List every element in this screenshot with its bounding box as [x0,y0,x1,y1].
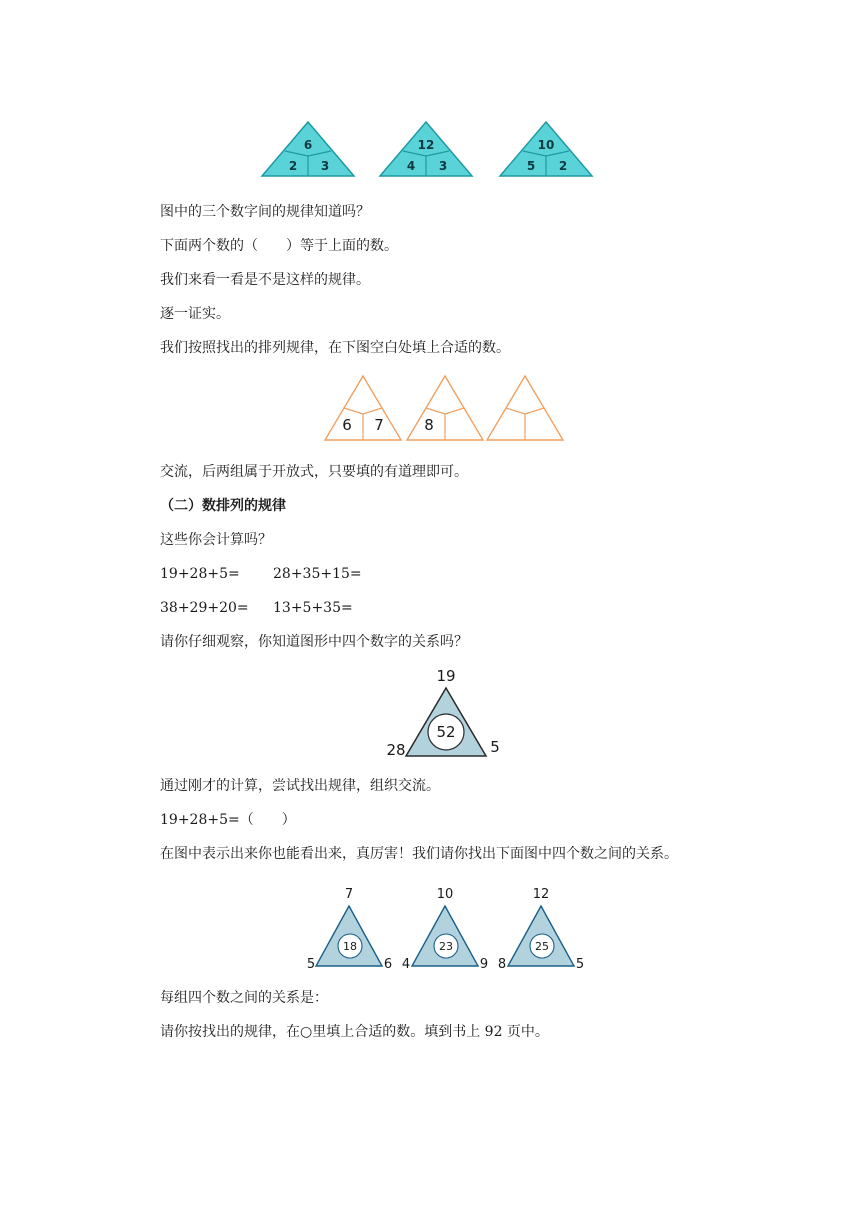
triangle-3-left: 5 [526,159,536,173]
paragraph-4: 逐一证实。 [160,306,230,322]
orange-triangle-3 [487,376,563,440]
paragraph-12: 每组四个数之间的关系是： [160,990,328,1006]
paragraph-13: 请你按找出的规律，在○里填上合适的数。填到书上 92 页中。 [160,1024,549,1040]
orange-triangle-2-left: 8 [424,416,434,434]
relation-triangle-1-right: 6 [383,957,393,972]
triangle-1-right: 3 [320,159,330,173]
triangle-1-top: 6 [303,138,313,152]
paragraph-5: 我们按照找出的排列规律，在下图空白处填上合适的数。 [160,340,510,356]
paragraph-11: 在图中表示出来你也能看出来，真厉害！我们请你找出下面图中四个数之间的关系。 [160,846,678,862]
sum-triangle-center: 52 [436,723,456,741]
calc-1b: 28+35+15= [273,566,362,582]
triangle-1-left: 2 [288,159,298,173]
paragraph-6: 交流，后两组属于开放式，只要填的有道理即可。 [160,464,468,480]
section-heading: （二）数排列的规律 [160,498,286,514]
relation-triangle-3-left: 8 [497,957,507,972]
relation-triangle-2-top: 10 [436,887,454,902]
relation-triangle-3-top: 12 [532,887,550,902]
sum-triangle-right: 5 [490,738,500,756]
sum-triangle-top: 19 [436,667,456,685]
paragraph-9: 通过刚才的计算，尝试找出规律，组织交流。 [160,778,440,794]
relation-triangle-1-top: 7 [344,887,354,902]
teal-triangle-2 [380,122,472,176]
paragraph-8: 请你仔细观察，你知道图形中四个数字的关系吗？ [160,634,468,650]
fill-in-triangles-figure [322,372,567,444]
orange-triangle-1-right: 7 [374,416,384,434]
relation-triangle-3-right: 5 [575,957,585,972]
paragraph-2: 下面两个数的（ ）等于上面的数。 [160,238,398,254]
relation-triangle-3-center: 25 [535,940,549,953]
relation-triangle-3 [498,887,584,972]
relation-triangle-2-right: 9 [479,957,489,972]
sum-triangle-left: 28 [386,741,406,759]
teal-triangle-1 [262,122,354,176]
paragraph-3: 我们来看一看是不是这样的规律。 [160,272,370,288]
triangle-3-right: 2 [558,159,568,173]
sum-triangle-figure [380,664,510,764]
relation-triangle-2-left: 4 [401,957,411,972]
paragraph-1: 图中的三个数字间的规律知道吗？ [160,204,370,220]
triangle-3-top: 10 [537,138,555,152]
relation-triangle-2 [402,887,488,972]
relation-triangle-1 [307,887,392,972]
relation-triangle-1-center: 18 [343,940,357,953]
orange-triangle-1 [325,376,401,440]
orange-triangle-1-left: 6 [342,416,352,434]
calc-1a: 19+28+5= [160,566,240,582]
calc-2b: 13+5+35= [273,600,353,616]
teal-triangle-3 [500,122,592,176]
relation-triangles-figure [302,880,592,972]
paragraph-7: 这些你会计算吗？ [160,532,272,548]
paragraph-10: 19+28+5=（ ） [160,812,296,828]
calc-2a: 38+29+20= [160,600,249,616]
triangle-2-left: 4 [406,159,416,173]
orange-triangle-2 [407,376,483,440]
triangle-2-right: 3 [438,159,448,173]
triangle-2-top: 12 [417,138,435,152]
relation-triangle-1-left: 5 [306,957,316,972]
relation-triangle-2-center: 23 [439,940,453,953]
number-triangles-figure [258,118,603,180]
